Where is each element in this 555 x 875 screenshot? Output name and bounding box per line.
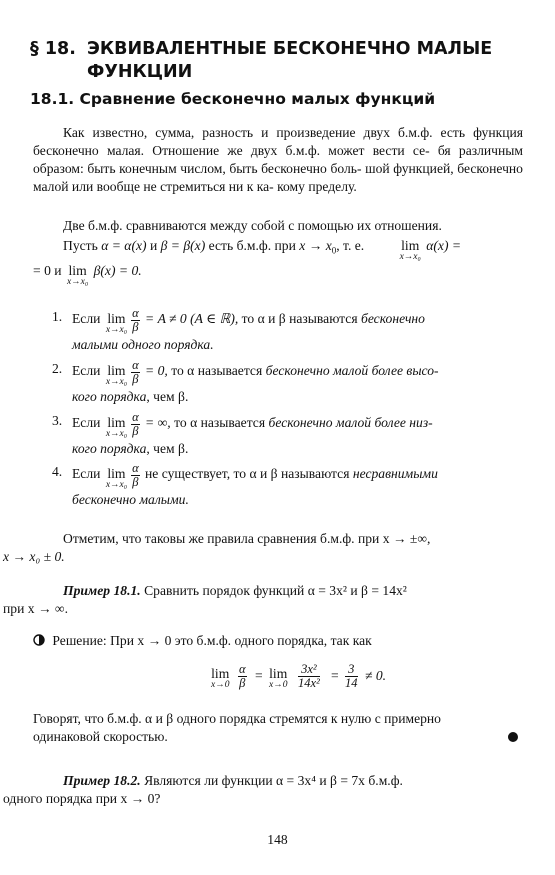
- text: Пусть: [63, 238, 98, 253]
- intro-line: шой функцией, бесконечно малой или вообще не стремиться ни к ка-: [33, 161, 523, 194]
- limit: lim x→x₀: [66, 263, 89, 287]
- text: Если: [72, 466, 101, 481]
- section-title-line2: ФУНКЦИИ: [87, 62, 193, 82]
- page-number: 148: [267, 832, 288, 847]
- list-number: 1.: [52, 309, 63, 324]
- text: не существует,: [145, 466, 231, 481]
- math: = ∞,: [145, 415, 171, 430]
- conclusion-line: одинаковой скоростью.: [33, 729, 168, 744]
- list-number: 4.: [52, 464, 63, 479]
- math: = 0,: [145, 363, 168, 378]
- term: бесконечно малой более низ-: [268, 415, 433, 430]
- text: Если: [72, 415, 101, 430]
- math: ≠ 0.: [365, 668, 387, 683]
- solution-label: Решение:: [52, 633, 107, 648]
- limit: lim x→x₀: [105, 363, 128, 387]
- list-number: 3.: [52, 413, 63, 428]
- note-line: x → x₀ ± 0.: [3, 549, 65, 564]
- example-text: Являются ли функции α = 3x⁴ и β = 7x б.м.ф.: [144, 773, 403, 788]
- section-title-line1: ЭКВИВАЛЕНТНЫЕ БЕСКОНЕЧНО МАЛЫЕ: [87, 39, 493, 59]
- let-paragraph: Пусть α = α(x) и β = β(x) есть б.м.ф. при $x \to x_0$, т. е. lim x→x₀ α(x) =: [63, 238, 462, 262]
- conclusion-line: Говорят, что б.м.ф. α и β одного порядка стремятся к нулю с примерно: [33, 711, 441, 726]
- fraction: $\frac{\alpha}{\beta}$: [132, 306, 139, 334]
- solution-marker-icon: [33, 634, 45, 646]
- example-text: Сравнить порядок функций α = 3x² и β = 14x²: [144, 583, 407, 598]
- text: то α и β называются: [233, 466, 350, 481]
- fraction: $\frac{\alpha}{\beta}$: [132, 358, 139, 386]
- example-2: [3, 772, 523, 808]
- note-line: Отметим, что таковы же правила сравнения б.м.ф. при x → ±∞,: [63, 531, 431, 546]
- section-number: § 18.: [30, 39, 76, 59]
- term: малыми одного порядка.: [72, 337, 214, 352]
- fraction: $\frac{\alpha}{\beta}$: [239, 662, 246, 690]
- list-item: [52, 307, 524, 354]
- list-item: [52, 359, 524, 406]
- example-text: одного порядка при x → 0?: [3, 791, 161, 806]
- fraction: $\frac{3}{14}$: [345, 662, 358, 690]
- math: = A ≠ 0 (A ∈ ℝ),: [145, 311, 239, 326]
- limit: lim x→x₀: [399, 238, 421, 262]
- limit: lim x→0: [211, 666, 230, 690]
- text: Если: [72, 363, 101, 378]
- intro-line: кому пределу.: [277, 179, 357, 194]
- text: то α и β называются: [241, 311, 358, 326]
- intro-line: Как известно, сумма, разность и произведение двух б.м.ф. есть: [63, 125, 466, 140]
- end-of-solution-bullet-icon: [508, 732, 518, 742]
- example-label: Пример 18.2.: [63, 773, 141, 788]
- equals: =: [255, 668, 263, 683]
- intro-line: бя различным образом: быть конечным числом, быть бесконечно боль-: [33, 143, 524, 176]
- text: , т. е.: [336, 238, 365, 253]
- text: и: [149, 238, 158, 253]
- limit: lim x→0: [269, 666, 288, 690]
- text: , чем β.: [146, 441, 189, 456]
- limit: lim x→x₀: [105, 311, 128, 335]
- example-label: Пример 18.1.: [63, 583, 141, 598]
- limit: lim x→x₀: [105, 415, 128, 439]
- solution-text: При x → 0 это б.м.ф. одного порядка, так как: [110, 633, 372, 648]
- intro-paragraph: [33, 124, 523, 196]
- equals: =: [331, 668, 339, 683]
- note-paragraph: [3, 530, 523, 566]
- text: то α называется: [174, 415, 266, 430]
- fraction: $\frac{\text{3x²}}{\text{14x²}}$: [298, 662, 320, 690]
- list-item: [52, 462, 524, 509]
- text: , чем β.: [146, 389, 189, 404]
- math: β = β(x): [160, 238, 206, 253]
- subsection-title: 18.1. Сравнение бесконечно малых функций: [30, 90, 436, 108]
- term: кого порядка: [72, 389, 147, 404]
- term: бесконечно малой более высо-: [265, 363, 439, 378]
- text: Если: [72, 311, 101, 326]
- example-1: [3, 582, 523, 618]
- term: несравнимыми: [352, 466, 438, 481]
- text: и: [54, 263, 62, 278]
- text: есть б.м.ф. при: [208, 238, 296, 253]
- limit: lim x→x₀: [105, 466, 128, 490]
- intro-line: функция бесконечно малая. Отношение же двух б.м.ф. может вести се-: [33, 125, 524, 158]
- list-number: 2.: [52, 361, 63, 376]
- math: β(x) = 0.: [93, 263, 142, 278]
- fraction: $\frac{\alpha}{\beta}$: [132, 410, 139, 438]
- math: α = α(x): [101, 238, 147, 253]
- let-paragraph-cont: [33, 262, 523, 287]
- math: α(x) =: [426, 238, 462, 253]
- section-title: [30, 38, 530, 84]
- math: x → x: [299, 238, 332, 253]
- list-item: [52, 411, 524, 458]
- solution-line: [33, 632, 523, 650]
- example-text: при x → ∞.: [3, 601, 69, 616]
- math: = 0: [33, 263, 51, 278]
- display-formula: [209, 660, 409, 700]
- fraction: $\frac{\alpha}{\beta}$: [132, 461, 139, 489]
- conclusion-paragraph: [33, 710, 523, 746]
- term: бесконечно: [360, 311, 425, 326]
- text: то α называется: [171, 363, 263, 378]
- term: кого порядка: [72, 441, 147, 456]
- term: бесконечно малыми.: [72, 492, 189, 507]
- compare-paragraph: Две б.м.ф. сравниваются между собой с помощью их отношения.: [63, 218, 442, 233]
